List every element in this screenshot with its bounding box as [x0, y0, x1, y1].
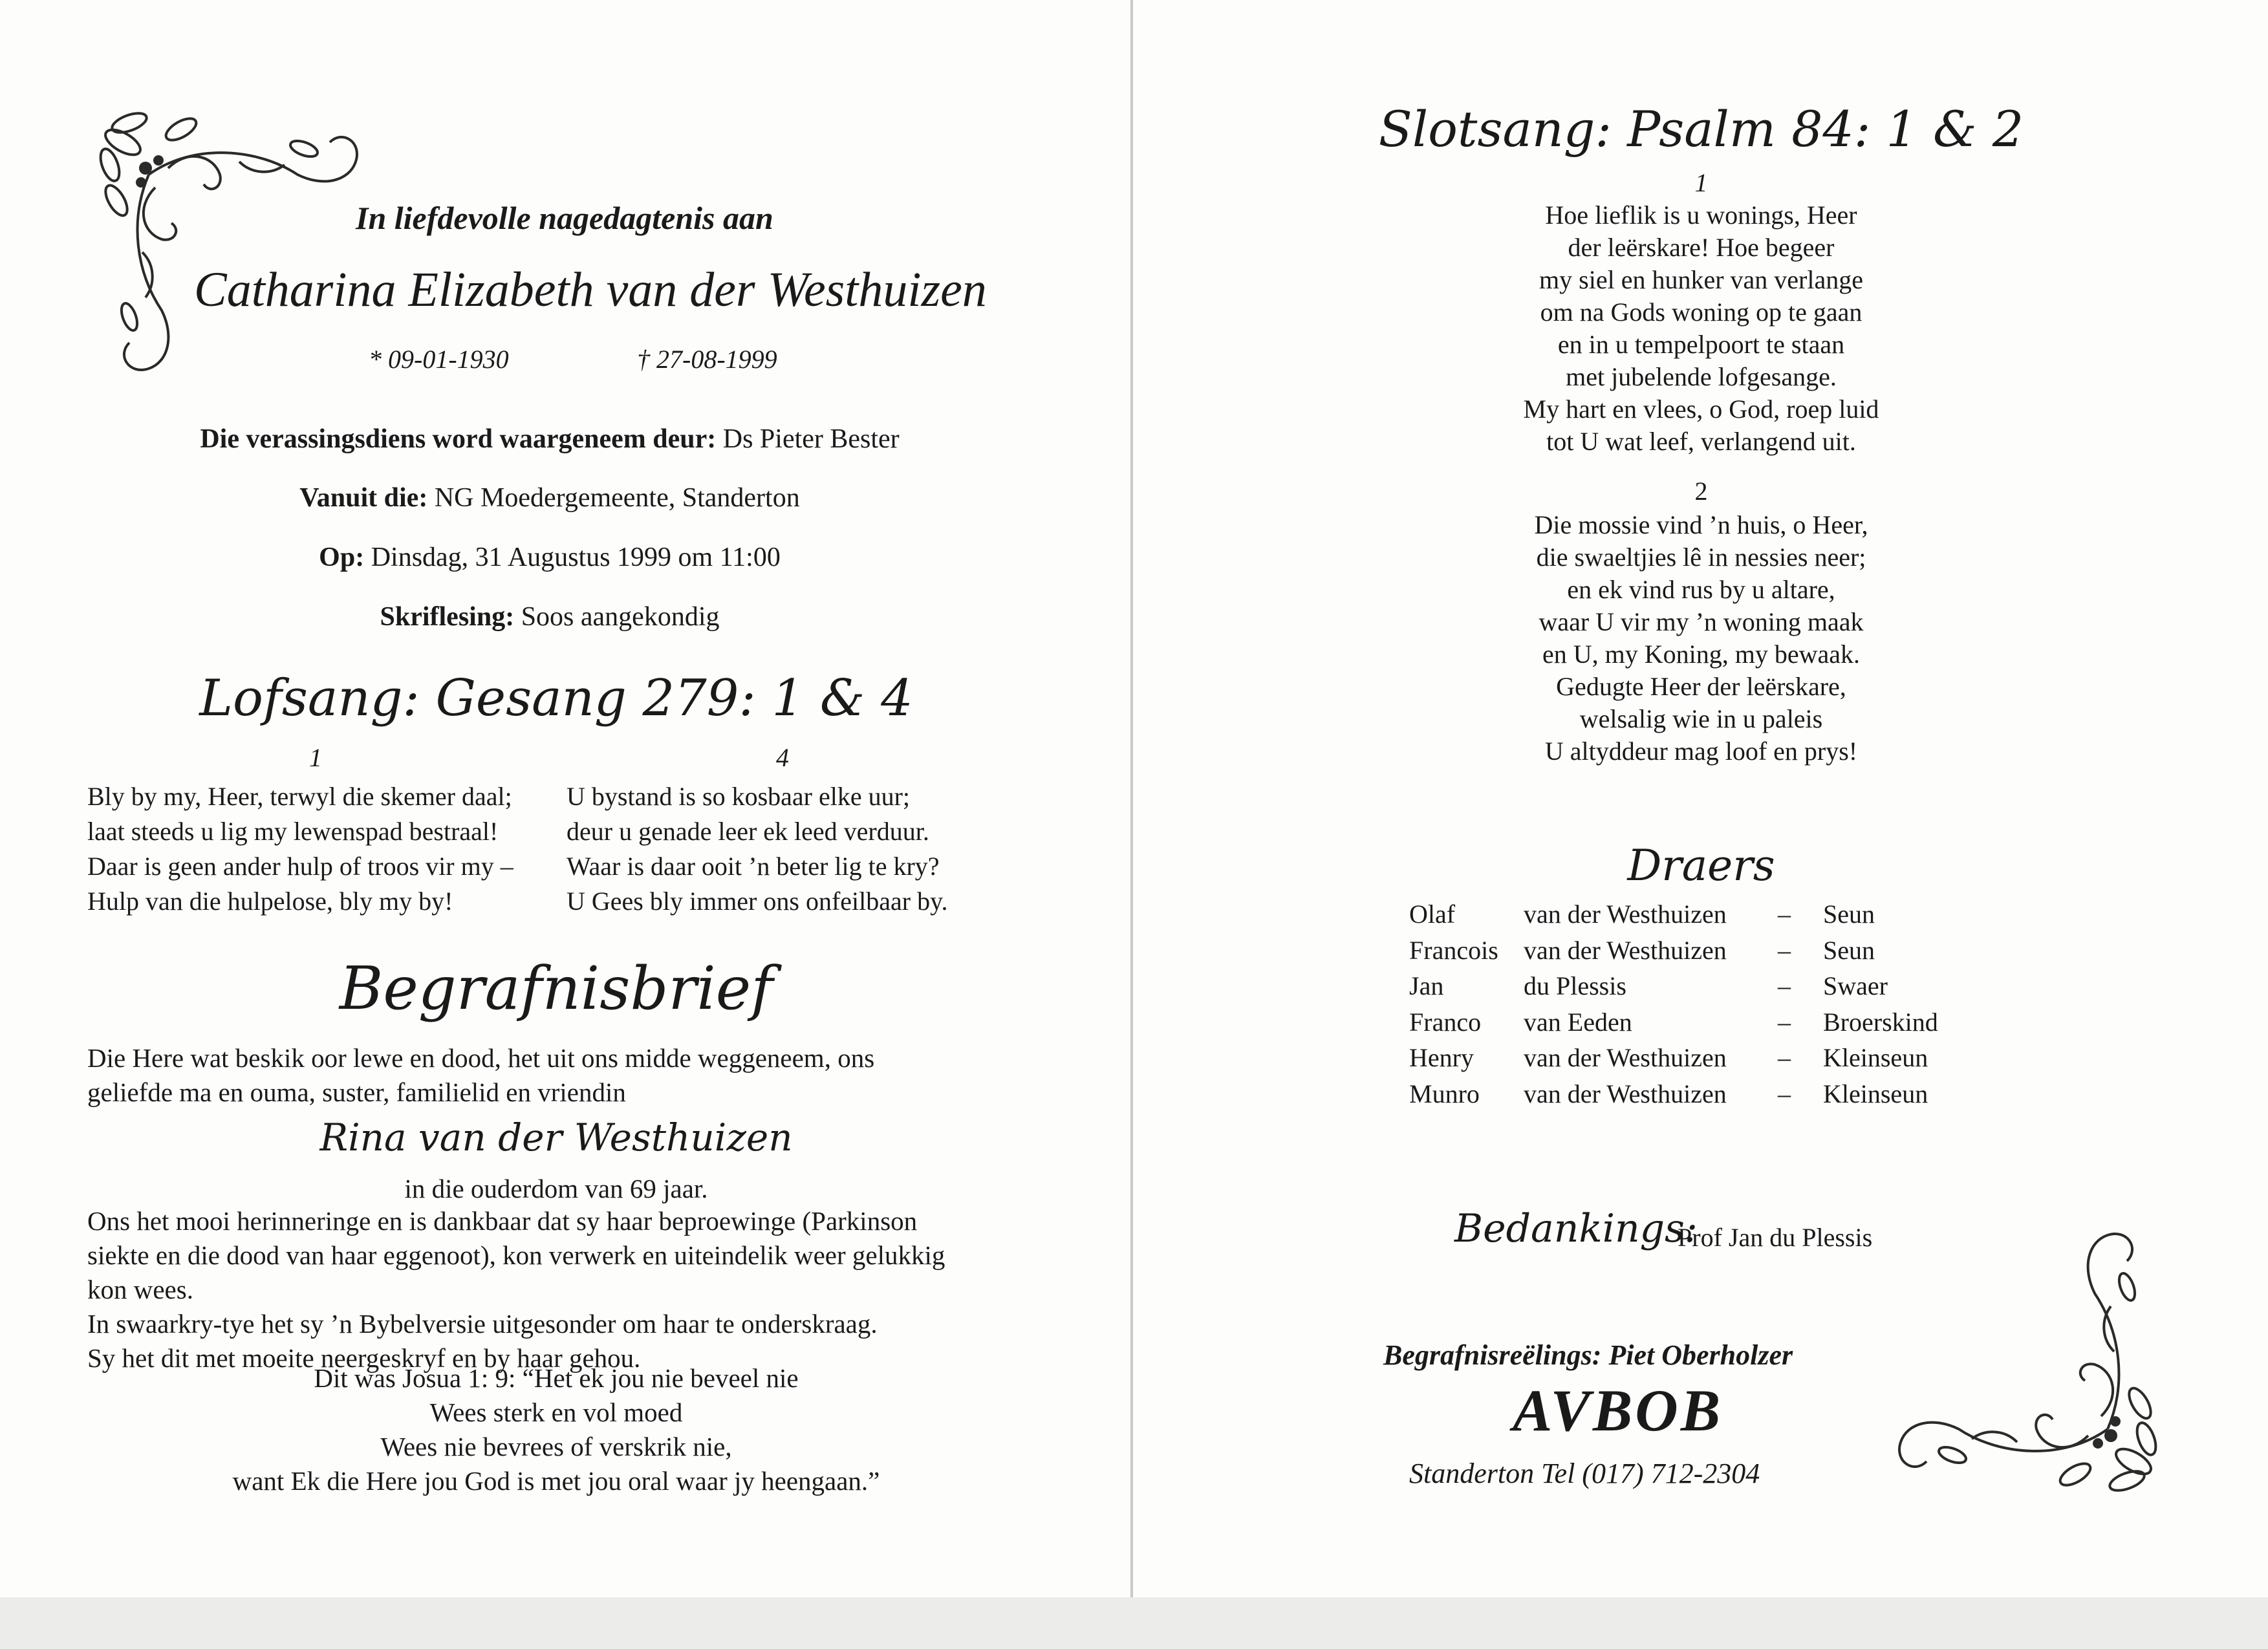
bearers-title: Draers	[1627, 841, 1775, 890]
text-line: kon wees.	[87, 1275, 193, 1304]
service-label: Die verassingsdiens word waargeneem deur:	[200, 424, 717, 454]
psalm-verse-2-number: 2	[1694, 477, 1708, 506]
company-phone: Standerton Tel (017) 712-2304	[1409, 1458, 1760, 1489]
verse-line: Hulp van die hulpelose, bly my by!	[87, 887, 453, 916]
thanks-label: Bedankings:	[1454, 1206, 1698, 1251]
psalm-line: Gedugte Heer der leërskare,	[1556, 672, 1846, 701]
psalm-line: en in u tempelpoort te staan	[1557, 330, 1845, 359]
letter-title: Begrafnisbrief	[339, 954, 773, 1023]
psalm-line: welsalig wie in u paleis	[1579, 704, 1823, 733]
service-officiant-line	[0, 424, 1099, 455]
psalm-line: en U, my Koning, my bewaak.	[1542, 640, 1860, 669]
bearer-first-name: Olaf	[1409, 900, 1456, 929]
bearer-first-name: Henry	[1409, 1043, 1474, 1072]
bearer-dash: –	[1778, 971, 1791, 1000]
psalm-line: My hart en vlees, o God, roep luid	[1523, 394, 1879, 424]
verse-line: U bystand is so kosbaar elke uur;	[567, 782, 911, 811]
text-line: Dit was Josua 1: 9: “Het ek jou nie beveel nie	[314, 1363, 799, 1393]
service-location-line	[0, 482, 1099, 513]
right-page	[1134, 0, 2268, 1649]
psalm-line: der leërskare! Hoe begeer	[1568, 233, 1835, 262]
verse-line: Daar is geen ander hulp of troos vir my –	[87, 852, 513, 881]
letter-intro	[87, 1041, 1057, 1110]
text-line: siekte en die dood van haar eggenoot), kon verwerk en uiteindelik weer gelukkig	[87, 1240, 945, 1270]
text-line: Die Here wat beskik oor lewe en dood, het uit ons midde weggeneem, ons	[87, 1043, 875, 1073]
reading-value: Soos aangekondig	[521, 602, 720, 632]
floral-corner-ornament-icon	[1868, 1216, 2166, 1500]
bearer-last-name: van der Westhuizen	[1524, 1043, 1727, 1072]
psalm-line: waar U vir my ’n woning maak	[1539, 607, 1864, 636]
floral-corner-ornament-icon	[91, 103, 375, 388]
verse-line: deur u genade leer ek leed verduur.	[567, 817, 929, 846]
verse-1-number: 1	[309, 743, 322, 772]
psalm-verse-2	[1134, 509, 2268, 768]
birth-date: * 09-01-1930	[369, 345, 509, 374]
reading-line	[0, 601, 1099, 632]
bearer-relation: Kleinseun	[1823, 1079, 1928, 1108]
text-line: Sy het dit met moeite neergeskryf en by haar gehou.	[87, 1343, 641, 1373]
service-date-line	[0, 542, 1099, 573]
psalm-title: Slotsang: Psalm 84: 1 & 2	[1378, 100, 2024, 158]
reading-label: Skriflesing:	[380, 602, 515, 632]
verse-line: Waar is daar ooit ’n beter lig te kry?	[567, 852, 940, 881]
text-line: Wees sterk en vol moed	[429, 1397, 683, 1427]
verse-4-number: 4	[776, 743, 789, 772]
thanks-value: Prof Jan du Plessis	[1678, 1223, 1873, 1252]
bearer-relation: Seun	[1823, 936, 1875, 965]
psalm-line: Hoe lieflik is u wonings, Heer	[1545, 200, 1857, 230]
letter-body	[87, 1204, 1096, 1375]
bearer-first-name: Jan	[1409, 971, 1444, 1000]
in-memory-line: In liefdevolle nagedagtenis aan	[356, 200, 773, 236]
verse-line: U Gees bly immer ons onfeilbaar by.	[567, 887, 948, 916]
psalm-line: om na Gods woning op te gaan	[1540, 297, 1863, 327]
hymn-verse-1	[87, 779, 513, 919]
bearer-first-name: Franco	[1409, 1008, 1482, 1037]
psalm-line: Die mossie vind ’n huis, o Heer,	[1534, 510, 1868, 539]
bearer-dash: –	[1778, 1079, 1791, 1108]
psalm-verse-1-number	[1134, 167, 2268, 199]
deceased-full-name: Catharina Elizabeth van der Westhuizen	[194, 263, 987, 317]
bearer-relation: Swaer	[1823, 971, 1888, 1000]
bearer-relation: Seun	[1823, 900, 1875, 929]
text-line: Wees nie bevrees of verskrik nie,	[380, 1432, 732, 1461]
psalm-line: U altyddeur mag loof en prys!	[1544, 737, 1858, 766]
from-label: Vanuit die:	[299, 483, 428, 513]
on-value: Dinsdag, 31 Augustus 1999 om 11:00	[371, 543, 781, 572]
on-label: Op:	[319, 543, 365, 572]
hymn-title: Lofsang: Gesang 279: 1 & 4	[199, 669, 913, 727]
hymn-verse-4	[567, 779, 947, 919]
psalm-verse-1	[1134, 199, 2268, 458]
text-line: Ons het mooi herinneringe en is dankbaar dat sy haar beproewinge (Parkinson	[87, 1206, 918, 1236]
bible-verse-quote	[0, 1361, 1112, 1498]
psalm-line: met jubelende lofgesange.	[1566, 362, 1837, 391]
bearer-dash: –	[1778, 1043, 1791, 1072]
age-line: in die ouderdom van 69 jaar.	[404, 1174, 708, 1203]
left-page	[0, 0, 1133, 1649]
from-value: NG Moedergemeente, Standerton	[434, 483, 800, 513]
verse-number: 1	[1694, 168, 1708, 197]
text-line: geliefde ma en ouma, suster, familielid en vriendin	[87, 1077, 626, 1107]
bearer-dash: –	[1778, 936, 1791, 965]
company-name: AVBOB	[1513, 1377, 1723, 1443]
bearer-last-name: du Plessis	[1524, 971, 1626, 1000]
psalm-line: tot U wat leef, verlangend uit.	[1546, 427, 1856, 456]
psalm-line: my siel en hunker van verlange	[1539, 265, 1863, 294]
bearer-last-name: van Eeden	[1524, 1008, 1632, 1037]
death-date: † 27-08-1999	[637, 345, 777, 374]
bearer-relation: Broerskind	[1823, 1008, 1938, 1037]
text-line: want Ek die Here jou God is met jou oral waar jy heengaan.”	[232, 1466, 880, 1496]
psalm-line: die swaeltjies lê in nessies neer;	[1536, 543, 1866, 572]
verse-line: Bly by my, Heer, terwyl die skemer daal;	[87, 782, 512, 811]
bearer-last-name: van der Westhuizen	[1524, 936, 1727, 965]
deceased-short-name: Rina van der Westhuizen	[319, 1116, 793, 1159]
bearer-dash: –	[1778, 900, 1791, 929]
bearer-last-name: van der Westhuizen	[1524, 900, 1727, 929]
funeral-arrangements: Begrafnisreëlings: Piet Oberholzer	[1383, 1339, 1793, 1371]
service-value: Ds Pieter Bester	[722, 424, 900, 454]
bearer-last-name: van der Westhuizen	[1524, 1079, 1727, 1108]
bearer-first-name: Francois	[1409, 936, 1498, 965]
psalm-line: en ek vind rus by u altare,	[1567, 575, 1835, 604]
bearer-dash: –	[1778, 1008, 1791, 1037]
bearer-relation: Kleinseun	[1823, 1043, 1928, 1072]
verse-line: laat steeds u lig my lewenspad bestraal!	[87, 817, 499, 846]
text-line: In swaarkry-tye het sy ’n Bybelversie uitgesonder om haar te onderskraag.	[87, 1309, 878, 1339]
bearer-first-name: Munro	[1409, 1079, 1480, 1108]
